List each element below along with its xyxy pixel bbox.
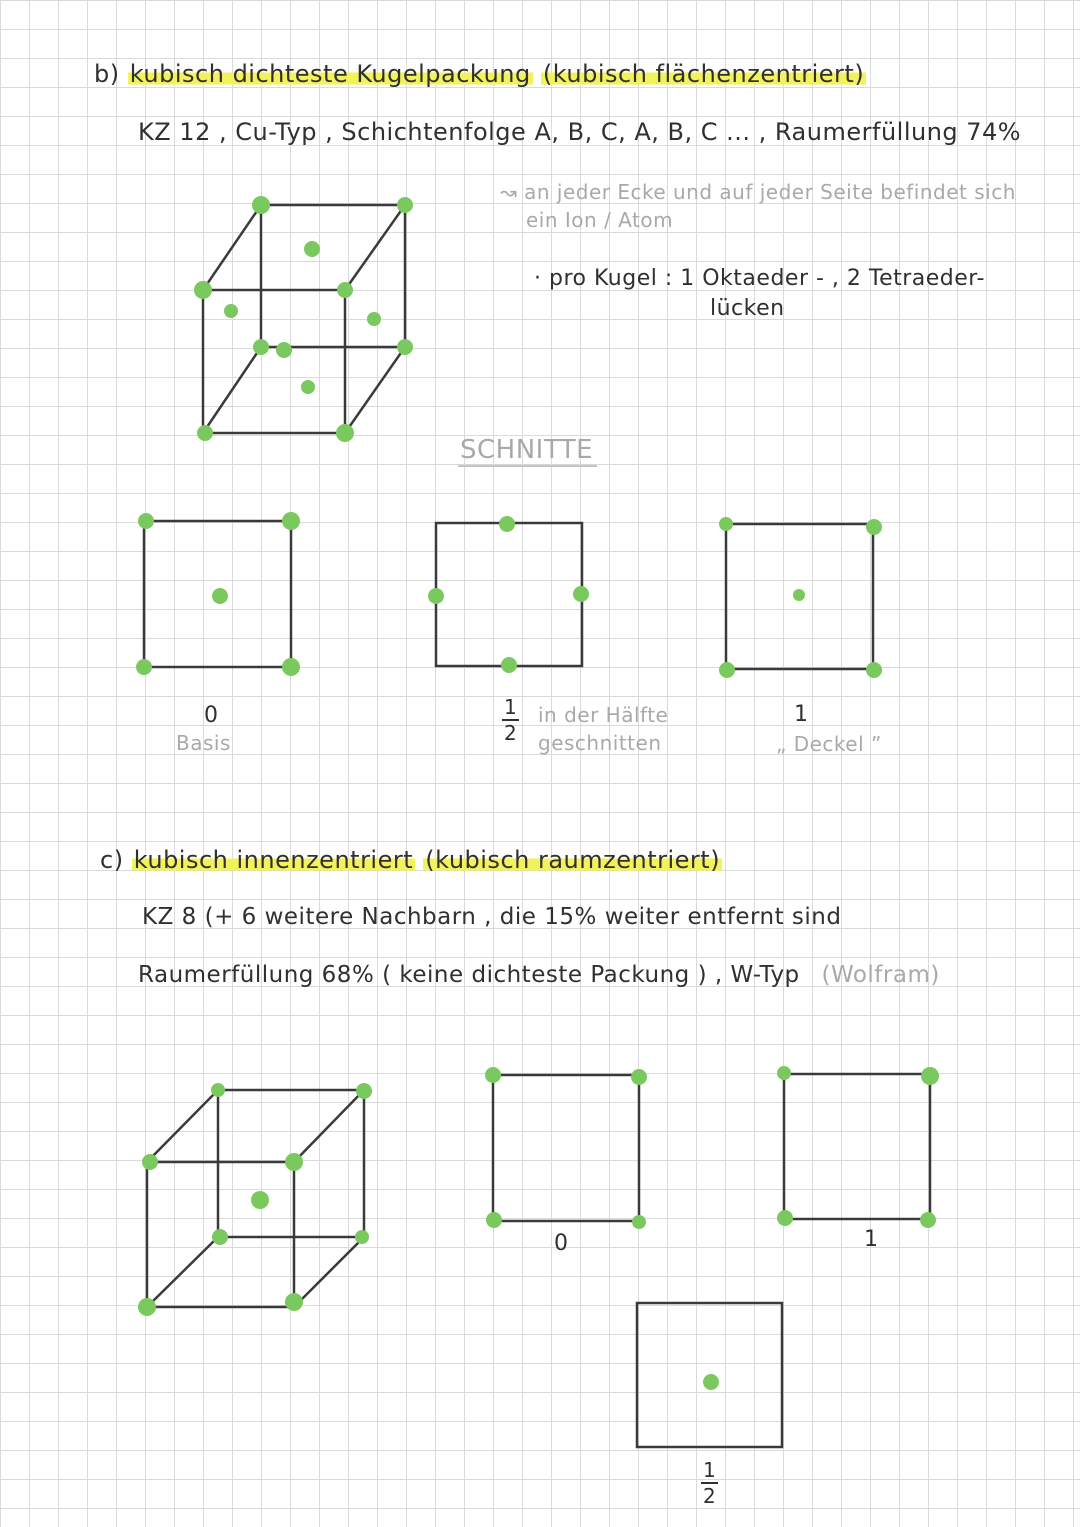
schnitte-label: SCHNITTE [458, 437, 597, 467]
section-c-line2-text: Raumerfüllung 68% ( keine dichteste Packung ) , W-Typ [138, 962, 800, 988]
section-c-title: kubisch innenzentriert [133, 846, 414, 874]
section-b-gaps-line1: · pro Kugel : 1 Oktaeder - , 2 Tetraeder- [534, 266, 985, 291]
section-c-line1: KZ 8 (+ 6 weitere Nachbarn , die 15% weiter entfernt sind [142, 904, 842, 930]
section-b-properties: KZ 12 , Cu-Typ , Schichtenfolge A, B, C, A, B, C ... , Raumerfüllung 74% [138, 118, 1022, 146]
section-b-note-line1: ↝ an jeder Ecke und auf jeder Seite befindet sich [500, 180, 1016, 204]
fcc-section-half-caption-line2: geschnitten [538, 731, 662, 755]
bcc-section-half [637, 1303, 782, 1447]
fcc-section-half-caption-line1: in der Hälfte [538, 703, 669, 727]
atom [356, 1083, 372, 1099]
bcc-section-half-number [701, 1460, 718, 1506]
section-c-line2-gray: (Wolfram) [821, 962, 940, 988]
atom [138, 1298, 156, 1316]
bcc-section-1-number: 1 [864, 1227, 879, 1252]
section-b-gaps-line2: lücken [710, 296, 785, 321]
fcc-section-1-number: 1 [794, 702, 809, 727]
atom [355, 1230, 369, 1244]
fcc-section-0-number: 0 [204, 703, 219, 728]
section-b-title: kubisch dichteste Kugelpackung [129, 60, 531, 88]
section-c-label: c) [100, 846, 124, 874]
bcc-section-0-number: 0 [554, 1231, 569, 1256]
section-c-title-alt: (kubisch raumzentriert) [425, 846, 721, 874]
fcc-section-1-caption: „ Deckel ” [776, 732, 882, 756]
fraction-numerator: 1 [703, 1458, 716, 1482]
section-b-title-alt: (kubisch flächenzentriert) [542, 60, 865, 88]
fcc-section-0-caption: Basis [176, 731, 231, 755]
fraction-numerator: 1 [504, 695, 517, 719]
section-b-label: b) [94, 60, 120, 88]
section-b-note-line2: ein Ion / Atom [526, 208, 674, 232]
fraction-denominator: 2 [504, 721, 517, 745]
atom [212, 1229, 228, 1245]
bcc-section-1 [777, 1066, 939, 1228]
atom [211, 1083, 225, 1097]
bcc-section-0 [485, 1067, 647, 1229]
atom [251, 1191, 269, 1209]
fraction-denominator: 2 [703, 1484, 716, 1508]
atom [142, 1154, 158, 1170]
atom [285, 1153, 303, 1171]
atom [285, 1293, 303, 1311]
